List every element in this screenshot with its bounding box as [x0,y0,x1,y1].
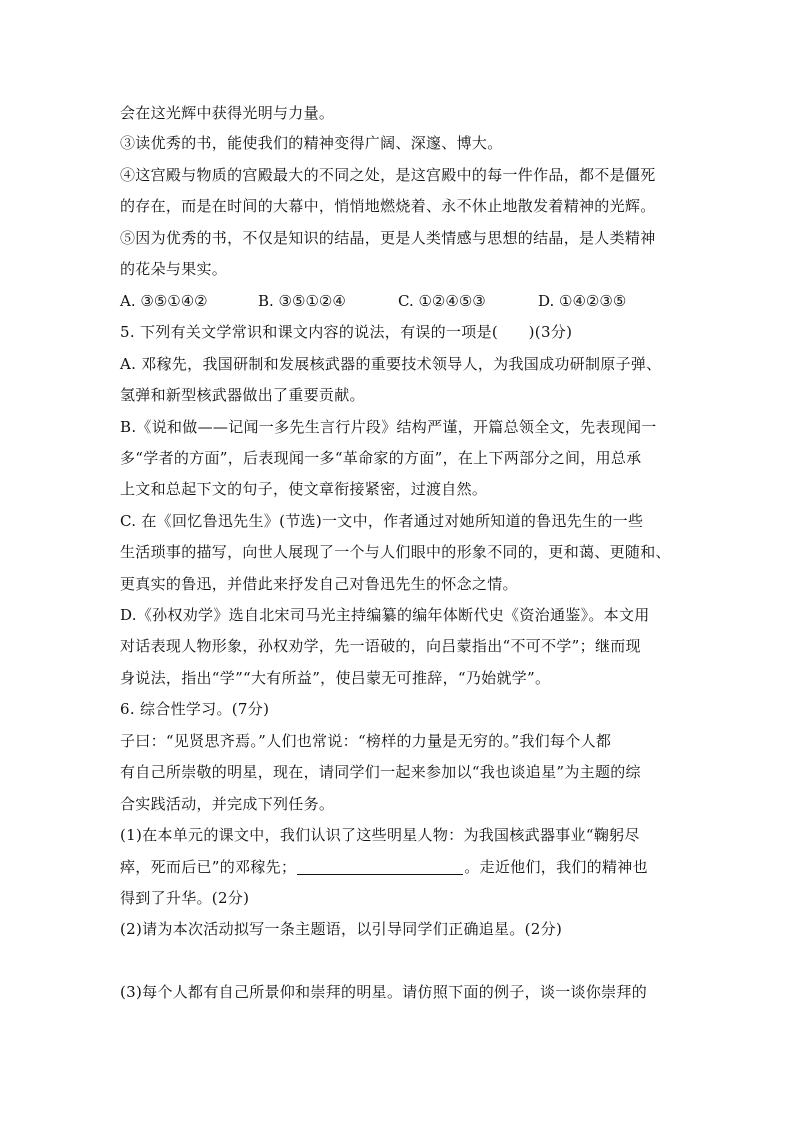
q4-option-b: B. ③⑤①②④ [258,292,346,310]
sentence-5-line-2: 的花朵与果实。 [120,260,228,278]
q5-option-d-line-2: 对话表现人物形象，孙权劝学，先一语破的，向吕蒙指出“不可不学”；继而现 [120,637,641,655]
answer-blank[interactable] [297,858,463,875]
q4-option-c: C. ①②④⑤③ [398,292,486,310]
q6-intro-line-2: 有自己所崇敬的明星，现在，请同学们一起来参加以“我也谈追星”为主题的综 [120,763,641,781]
q4-option-a: A. ③⑤①④② [120,292,208,310]
q5-option-b-line-2: 多“学者的方面”，后表现闻一多“革命家的方面”，在上下两部分之间，用总承 [120,449,642,467]
q5-option-d-line-1: D.《孙权劝学》选自北宋司马光主持编纂的编年体断代史《资治通鉴》。本文用 [120,606,650,624]
sentence-4-line-1: ④这宫殿与物质的宫殿最大的不同之处，是这宫殿中的每一件作品，都不是僵死 [120,166,656,184]
passage-continuation: 会在这光辉中获得光明与力量。 [120,104,335,122]
q5-option-c-line-2: 生活琐事的描写，向世人展现了一个与人们眼中的形象不同的，更和蔼、更随和、 [120,543,671,561]
sentence-3: ③读优秀的书，能使我们的精神变得广阔、深邃、博大。 [120,134,503,152]
q6-intro-line-3: 合实践活动，并完成下列任务。 [120,795,335,813]
q6-task-1-line-1: (1)在本单元的课文中，我们认识了这些明星人物：为我国核武器事业“鞠躬尽 [120,826,640,844]
q5-option-a-line-2: 氢弹和新型核武器做出了重要贡献。 [120,386,365,404]
q5-option-c-line-1: C. 在《回忆鲁迅先生》(节选)一文中，作者通过对她所知道的鲁迅先生的一些 [120,512,644,530]
sentence-4-line-2: 的存在，而是在时间的大幕中，悄悄地燃烧着、永不休止地散发着精神的光辉。 [120,197,656,215]
q5-option-b-line-1: B.《说和做——记闻一多先生言行片段》结构严谨，开篇总领全文，先表现闻一 [120,418,657,436]
q6-task-1-line-3: 得到了升华。(2分) [120,889,250,907]
q6-task-3-line-1: (3)每个人都有自己所景仰和崇拜的明星。请仿照下面的例子，谈一谈你崇拜的 [120,983,648,1001]
q6-stem: 6. 综合性学习。(7分) [120,700,270,718]
q6-task-1-line-2 [120,857,648,877]
q6-task-1-text-before-blank: 瘁，死而后已”的邓稼先； [120,858,297,876]
q5-option-c-line-3: 更真实的鲁迅，并借此来抒发自己对鲁迅先生的怀念之情。 [120,575,518,593]
q6-task-1-text-after-blank: 。走近他们，我们的精神也 [464,858,648,876]
q5-option-b-line-3: 上文和总起下文的句子，使文章衔接紧密，过渡自然。 [120,480,488,498]
q4-option-d: D. ①④②③⑤ [538,292,627,310]
sentence-5-line-1: ⑤因为优秀的书，不仅是知识的结晶，更是人类情感与思想的结晶，是人类精神 [120,229,656,247]
q6-intro-line-1: 子曰：“见贤思齐焉。”人们也常说：“榜样的力量是无穷的。”我们每个人都 [120,732,612,750]
q6-task-2: (2)请为本次活动拟写一条主题语，以引导同学们正确追星。(2分) [120,920,563,938]
q5-stem: 5. 下列有关文学常识和课文内容的说法，有误的一项是( )(3分) [120,323,573,341]
q5-option-d-line-3: 身说法，指出“学”“大有所益”，使吕蒙无可推辞，“乃始就学”。 [120,669,551,687]
q5-option-a-line-1: A. 邓稼先，我国研制和发展核武器的重要技术领导人，为我国成功研制原子弹、 [120,355,662,373]
